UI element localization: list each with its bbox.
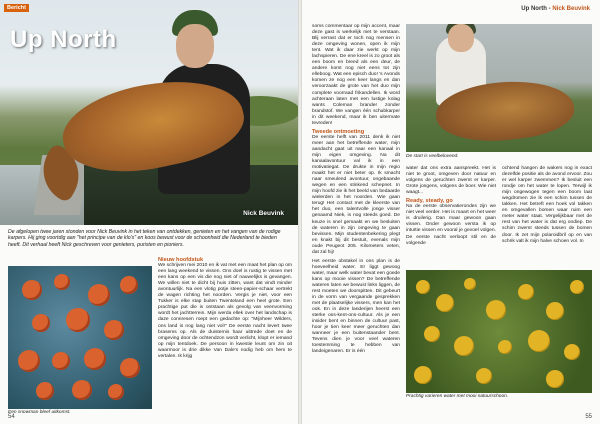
section-heading: Ready, steady, go xyxy=(406,198,453,205)
body-text: Na de eerste observatierondes zijn we niet veel verder. Het is maart en het weer is druilerig. Dan maar gewoon gaan vissen. Onder gewoon versta ik op intuïtie vissen en vooral je gevoel volgen. De eerste nacht verloopt stil en de volgende xyxy=(406,204,496,246)
body-text: water dat ons extra aanspreekt. Het is niet te groot, omgeven door natuur en volgens de geruchten zwemt er karper. Grote jongens, volgens de boer. Wie niet waagt... xyxy=(406,166,496,196)
right-column-1 xyxy=(312,24,400,356)
left-page xyxy=(0,0,298,424)
catch-photo xyxy=(406,24,592,152)
left-column xyxy=(158,255,292,360)
bait-photo xyxy=(8,266,152,409)
intro-text: De afgelopen twee jaren stonden voor Nick Beuvink in het teken van ontdekken, genieten en het vangen van de rodige karpers. Hij ging voortdig aan "het principe van de klo's" en koos bewust voor de schoonheid die Nederland te bieden heeft. Dit verhaal heeft Nick geschreven voor genieters, puristen en pioniers. xyxy=(8,229,281,248)
header-brand: Nick Beuvink xyxy=(552,6,590,12)
bait-photo-caption: Een snowman bleef uitkomst. xyxy=(8,410,71,415)
body-text: soms commentaar op mijn accent, maar deze gast is werkelijk niet te verstaan. Blij verrast dat er toch nog mensen in deze omgeving wonen, open ik mijn tent. Wat ik daar zie werkt op mijn lachspieren. De ene kreel is zo groot als een boom en breed als een deur, de andere komt nog niet eens tot zijn elleboog. Wat een episch duo! 's Avonds komen ze nog een keer langs en dan veroorzaakt de grote van het duo mijn complete voorraad frikandellen. Ik word achteraan laten met een lustige kolag wants Coleman brander zonder brandstof. We vangen één schubkarper in dit weekend, maar ik ben uitermate tevreden! xyxy=(312,24,400,126)
flower-photo xyxy=(406,270,592,393)
right-page xyxy=(302,0,600,424)
right-column-3 xyxy=(502,166,592,245)
author-name: Nick Beuvink xyxy=(243,210,284,217)
angler-head xyxy=(176,24,214,68)
article-title: Up North xyxy=(10,26,117,53)
page-number: 54 xyxy=(8,414,15,420)
right-column-2 xyxy=(406,166,496,247)
body-text: ochtend hangen de wakers nog in exact dezelfde positie als de avond ervoor. Zou er wel karper zwemmen? Ik besluit een rondje om het water te lopen. Terwijl ik mijn ongewogen tegen een boom laat wegdromen zie ik een schim tussen de takken. Het betreft een hoek vol takken en omgevallen bomen waar ruim een meter water staat. Vergelijkbaar met de rest van het water is dat erg ondiep. De schim zwemt steeds tussen de bomen door. Ik zet mijn polaroidbril op en van schrik valt ik mijn halve schoen vol. In xyxy=(502,166,592,244)
section-heading: Tweede ontmoeting xyxy=(312,128,365,135)
body-text: We schrijven mei 2010 en ik vat met een maat het plan op om een lang weekend te vissen. Ons doel is rustig te vissen met een kans op een vis die nog niet of nauwelijks is gevangen. We willen niet te dicht bij huis zitten, want dat vindt minder avontuurlijk. Na een vlotig potje steen-papier-schaar vertrekt de wagen richting het noorden. Vergis je niet, voor een Tukker is elke stap buiten Twenteland een heel grote. Een prachtige put die is ontstaan als gevolg van veenvorming wordt het jachtterrein. Mijn werda ellek over het landschap is daze connresen roept een gedachte op: "Mijnheer Wilders, ons land is nog lang niet vol!" De eerste nacht levert twee brasems op. Als de duisternis haar uittrede doet en de omgeving door de ochtendzon wordt verlicht, klopt er iemand op mijn tentdoek. De persoon in kwestie leunt om zin oit waarmoor is drie dikke Van Dale's nodig heb om hem te vertalen. Ik krijg xyxy=(158,263,292,359)
body-text: Het eerste obstakel in ons plan is de hoeveelheid water. Er liggt gewoog water, maar welk water bevat een goede kans op mooie vissen? De betreffende wateren laten we bewust links liggen, de rest moeten we doorspitten. Dit gebeurt in de vorm van vergaande gesprekken met de plaatselijke vissers, men kan het ook. En in deze landerijen heerst een sterke ons-kent-ons-cultuur. Als je een insider bent en binnen de cultuur past, hoor je tien keer meer geruchten dan wanneer je een buitenstaander bent. Tevens dien je voor veel wateren toestemming te hebben van landeigenaren. Er is één xyxy=(312,258,400,355)
section-tag: Bericht xyxy=(4,4,29,12)
angler-head xyxy=(448,24,474,52)
running-header: Up North - Nick Beuvink xyxy=(521,6,590,12)
flower-photo-caption: Prachtig varieren water met mooi natuurschoon. xyxy=(406,394,509,399)
header-section: Up North xyxy=(521,6,547,12)
section-heading: Nieuw hoofdstuk xyxy=(158,257,204,263)
catch-photo-caption: De start is veelbelovend. xyxy=(406,154,459,159)
body-text: De eerste helft van 2011 denk ik niet meer aan het betreffende water, mijn aandacht gaat uit naar een kanaal in mijn eigen omgeving. Na dit kanaalavontuur val ik in een motivatiegat. De drukte in mijn regio maakt het er niet beter op. Ik smacht naar smeulend avontuur, ongebaande wegen en een stinkend schepnet. In mijn hoofd zie ik het beeld van bedaarde wielerden in het noorden. Wie gaan terug! Het contact met de kleerste van het duo, een talentvolle jonge visser genaamd Niek, is nog steeds goed. De keuze is snel gemaakt en we besluiten de wateren in zijn omgeving te gaan bevissen. Mijn studentenbekering plegt en knakt bij dit bestuit, evenals mijn oude Peugeot 205. Kilometers veten, dat zal hij! xyxy=(312,134,400,255)
page-number: 55 xyxy=(585,414,592,420)
